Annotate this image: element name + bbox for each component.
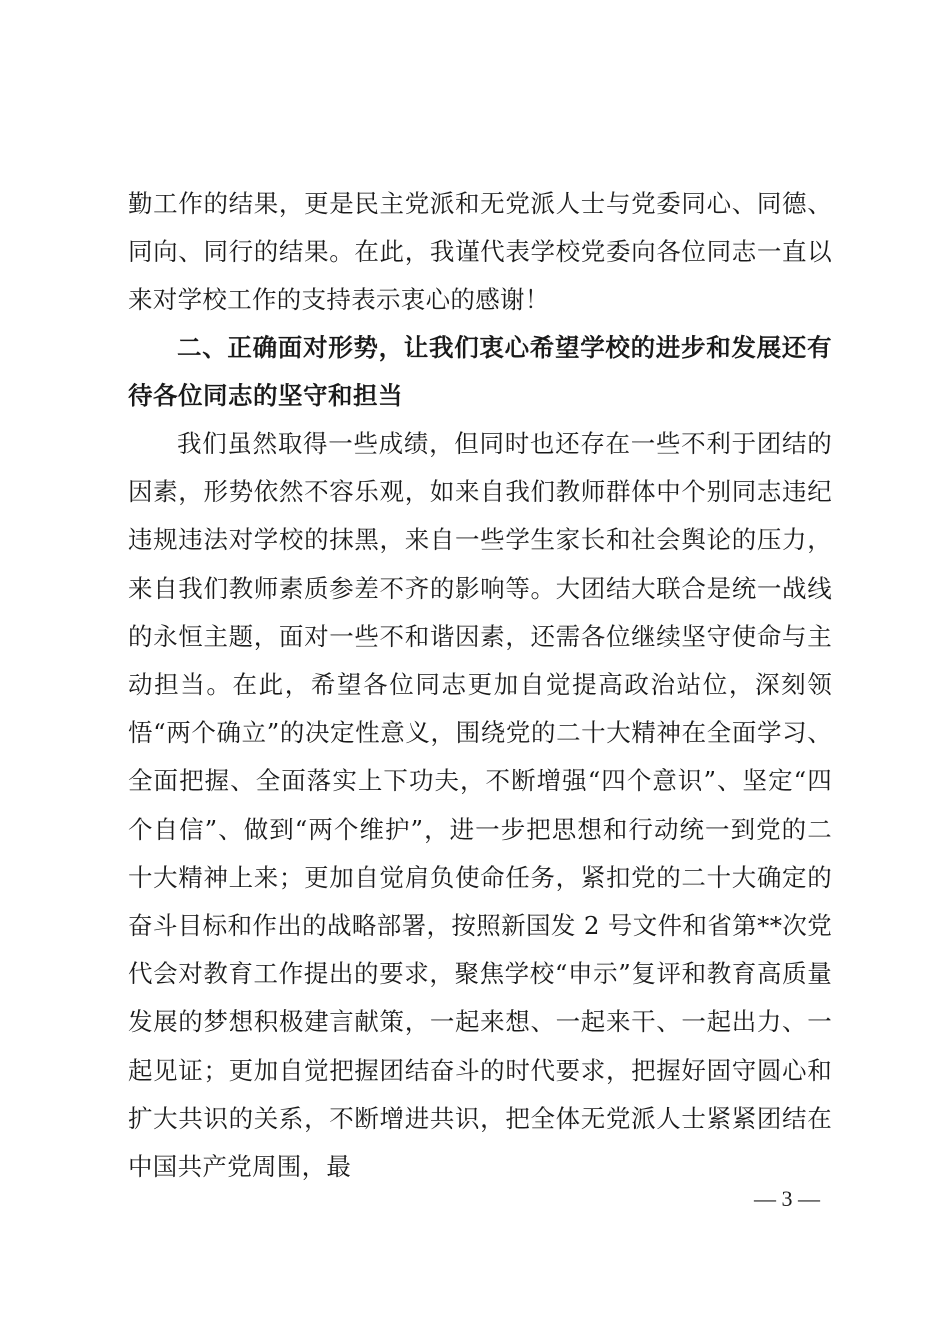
section-heading: 二、正确面对形势，让我们衷心希望学校的进步和发展还有待各位同志的坚守和担当: [128, 333, 832, 411]
page-number: — 3 —: [754, 1186, 820, 1211]
paragraph-continuation: 勤工作的结果，更是民主党派和无党派人士与党委同心、同德、同向、同行的结果。在此，我谨代表学校党委向各位同志一直以来对学校工作的支持表示衷心的感谢！: [128, 189, 832, 315]
body-paragraph: 我们虽然取得一些成绩，但同时也还存在一些不利于团结的因素，形势依然不容乐观，如来自我们教师群体中个别同志违纪违规违法对学校的抹黑，来自一些学生家长和社会舆论的压力，来自我们教师素质参差不齐的影响等。大团结大联合是统一战线的永恒主题，面对一些不和谐因素，还需各位继续坚守使命与主动担当。在此，希望各位同志更加自觉提高政治站位，深刻领悟“两个确立”的决定性意义，围绕党的二十大精神在全面学习、全面把握、全面落实上下功夫，不断增强“四个意识”、坚定“四个自信”、做到“两个维护”，进一步把思想和行动统一到党的二十大精神上来；更加自觉肩负使命任务，紧扣党的二十大确定的奋斗目标和作出的战略部署，按照新国发 2 号文件和省第**次党代会对教育工作提出的要求，聚焦学校“申示”复评和教育高质量发展的梦想积极建言献策，一起来想、一起来干、一起出力、一起见证；更加自觉把握团结奋斗的时代要求，把握好固守圆心和扩大共识的关系，不断增进共识，把全体无党派人士紧紧团结在中国共产党周围，最: [128, 429, 832, 1182]
